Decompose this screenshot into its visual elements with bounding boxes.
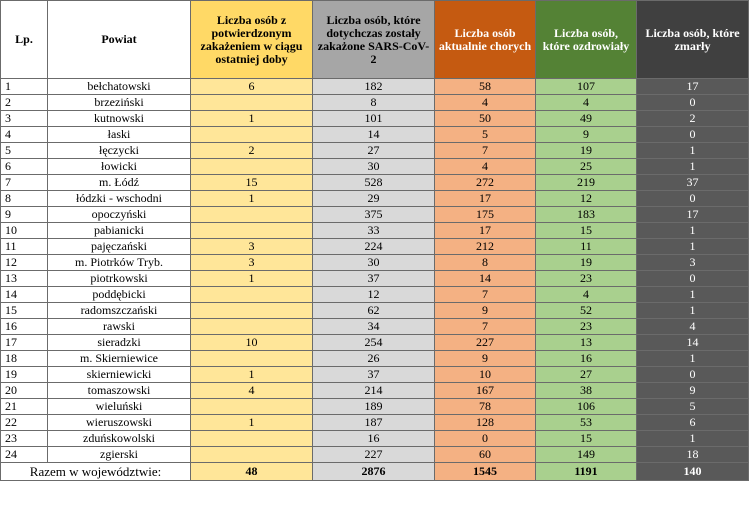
cell-active-cases: 5 [435,127,536,143]
cell-active-cases: 272 [435,175,536,191]
cell-powiat: pajęczański [48,239,191,255]
cell-daily-cases [191,287,313,303]
table-row [1,111,749,127]
cell-deaths: 1 [637,431,749,447]
cell-daily-cases [191,127,313,143]
cell-daily-cases [191,207,313,223]
cell-lp: 21 [1,399,48,415]
cell-deaths: 5 [637,399,749,415]
cell-deaths: 1 [637,239,749,255]
cell-total-cases: 528 [313,175,435,191]
table-row [1,319,749,335]
header-powiat: Powiat [48,1,191,79]
cell-deaths: 1 [637,303,749,319]
cell-lp: 9 [1,207,48,223]
cell-lp: 22 [1,415,48,431]
cell-lp: 5 [1,143,48,159]
cell-powiat: łęczycki [48,143,191,159]
header-lp: Lp. [1,1,48,79]
cell-powiat: radomszczański [48,303,191,319]
cell-active-cases: 167 [435,383,536,399]
cell-lp: 11 [1,239,48,255]
cell-recovered: 19 [536,255,637,271]
table-row [1,127,749,143]
cell-powiat: poddębicki [48,287,191,303]
cell-powiat: wieruszowski [48,415,191,431]
cell-total-cases: 375 [313,207,435,223]
cell-deaths: 1 [637,351,749,367]
cell-lp: 16 [1,319,48,335]
cell-recovered: 4 [536,287,637,303]
totals-recovered: 1191 [536,463,637,481]
cell-powiat: sieradzki [48,335,191,351]
cell-active-cases: 7 [435,287,536,303]
totals-total: 2876 [313,463,435,481]
cell-powiat: piotrkowski [48,271,191,287]
table-row [1,175,749,191]
cell-deaths: 2 [637,111,749,127]
cell-active-cases: 7 [435,143,536,159]
cell-deaths: 1 [637,287,749,303]
totals-label: Razem w województwie: [1,463,191,481]
cell-lp: 20 [1,383,48,399]
cell-recovered: 16 [536,351,637,367]
table-row [1,159,749,175]
cell-daily-cases [191,431,313,447]
header-deaths: Liczba osób, które zmarły [637,1,749,79]
table-row [1,207,749,223]
cell-powiat: zgierski [48,447,191,463]
cell-daily-cases: 10 [191,335,313,351]
table-row [1,239,749,255]
cell-lp: 7 [1,175,48,191]
cell-lp: 8 [1,191,48,207]
cell-total-cases: 30 [313,255,435,271]
cell-daily-cases [191,95,313,111]
cell-daily-cases: 3 [191,255,313,271]
cell-recovered: 23 [536,319,637,335]
table-row [1,367,749,383]
cell-active-cases: 212 [435,239,536,255]
table-row [1,191,749,207]
cell-lp: 4 [1,127,48,143]
cell-daily-cases [191,303,313,319]
cell-active-cases: 9 [435,351,536,367]
cell-powiat: zduńskowolski [48,431,191,447]
cell-powiat: opoczyński [48,207,191,223]
cell-powiat: tomaszowski [48,383,191,399]
cell-recovered: 4 [536,95,637,111]
cell-deaths: 4 [637,319,749,335]
cell-recovered: 107 [536,79,637,95]
cell-deaths: 17 [637,207,749,223]
cell-daily-cases: 1 [191,367,313,383]
cell-deaths: 14 [637,335,749,351]
cell-daily-cases: 1 [191,111,313,127]
table-row [1,271,749,287]
cell-total-cases: 33 [313,223,435,239]
cell-recovered: 11 [536,239,637,255]
cell-lp: 18 [1,351,48,367]
cell-deaths: 37 [637,175,749,191]
cell-recovered: 149 [536,447,637,463]
table-row [1,431,749,447]
cell-deaths: 0 [637,271,749,287]
cell-total-cases: 16 [313,431,435,447]
cell-active-cases: 60 [435,447,536,463]
cell-total-cases: 187 [313,415,435,431]
cell-active-cases: 128 [435,415,536,431]
cell-recovered: 53 [536,415,637,431]
table-row [1,383,749,399]
cell-lp: 6 [1,159,48,175]
cell-recovered: 9 [536,127,637,143]
cell-lp: 3 [1,111,48,127]
cell-recovered: 38 [536,383,637,399]
table-row [1,447,749,463]
cell-active-cases: 227 [435,335,536,351]
cell-recovered: 52 [536,303,637,319]
totals-daily: 48 [191,463,313,481]
cell-powiat: bełchatowski [48,79,191,95]
table-row [1,287,749,303]
cell-active-cases: 7 [435,319,536,335]
cell-powiat: skierniewicki [48,367,191,383]
cell-daily-cases: 3 [191,239,313,255]
cell-recovered: 15 [536,431,637,447]
cell-lp: 13 [1,271,48,287]
cell-active-cases: 4 [435,159,536,175]
cell-total-cases: 27 [313,143,435,159]
cell-powiat: rawski [48,319,191,335]
cell-total-cases: 227 [313,447,435,463]
cell-lp: 1 [1,79,48,95]
cell-total-cases: 26 [313,351,435,367]
cell-powiat: pabianicki [48,223,191,239]
cell-active-cases: 9 [435,303,536,319]
cell-powiat: brzeziński [48,95,191,111]
header-daily-cases: Liczba osób z potwierdzonym zakażeniem w ciągu ostatniej doby [191,1,313,79]
cell-total-cases: 182 [313,79,435,95]
cell-recovered: 219 [536,175,637,191]
table-row [1,95,749,111]
cell-total-cases: 224 [313,239,435,255]
cell-total-cases: 29 [313,191,435,207]
cell-powiat: m. Piotrków Tryb. [48,255,191,271]
cell-deaths: 1 [637,159,749,175]
cell-lp: 12 [1,255,48,271]
cell-powiat: wieluński [48,399,191,415]
cell-active-cases: 14 [435,271,536,287]
header-row [1,1,749,79]
cell-total-cases: 62 [313,303,435,319]
cell-lp: 17 [1,335,48,351]
cell-daily-cases [191,351,313,367]
cell-deaths: 17 [637,79,749,95]
cell-deaths: 6 [637,415,749,431]
cell-powiat: łódzki - wschodni [48,191,191,207]
cell-powiat: m. Skierniewice [48,351,191,367]
cell-deaths: 3 [637,255,749,271]
cell-deaths: 0 [637,127,749,143]
cell-deaths: 9 [637,383,749,399]
cell-total-cases: 34 [313,319,435,335]
cell-powiat: łaski [48,127,191,143]
table-row [1,335,749,351]
cell-recovered: 106 [536,399,637,415]
table-row [1,143,749,159]
cell-daily-cases: 2 [191,143,313,159]
cell-total-cases: 37 [313,367,435,383]
cell-powiat: kutnowski [48,111,191,127]
cell-active-cases: 175 [435,207,536,223]
cell-recovered: 49 [536,111,637,127]
cell-active-cases: 17 [435,191,536,207]
table-row [1,255,749,271]
cell-lp: 19 [1,367,48,383]
cell-total-cases: 14 [313,127,435,143]
totals-active: 1545 [435,463,536,481]
cell-deaths: 1 [637,223,749,239]
cell-daily-cases: 1 [191,191,313,207]
table-row [1,79,749,95]
cell-active-cases: 78 [435,399,536,415]
cell-deaths: 0 [637,367,749,383]
cell-active-cases: 50 [435,111,536,127]
cell-deaths: 0 [637,191,749,207]
cell-lp: 10 [1,223,48,239]
cell-powiat: łowicki [48,159,191,175]
cell-deaths: 1 [637,143,749,159]
cell-active-cases: 58 [435,79,536,95]
cell-daily-cases [191,399,313,415]
table-row [1,223,749,239]
table-row [1,303,749,319]
cell-recovered: 183 [536,207,637,223]
cell-lp: 2 [1,95,48,111]
cell-deaths: 18 [637,447,749,463]
cell-daily-cases: 4 [191,383,313,399]
cell-lp: 14 [1,287,48,303]
cell-daily-cases [191,319,313,335]
header-active-cases: Liczba osób aktualnie chorych [435,1,536,79]
cell-total-cases: 189 [313,399,435,415]
cell-active-cases: 4 [435,95,536,111]
cell-total-cases: 214 [313,383,435,399]
cell-total-cases: 8 [313,95,435,111]
totals-row [1,463,749,481]
cell-daily-cases: 15 [191,175,313,191]
cell-active-cases: 0 [435,431,536,447]
table-row [1,415,749,431]
cell-recovered: 23 [536,271,637,287]
cell-lp: 24 [1,447,48,463]
cell-daily-cases [191,223,313,239]
cell-active-cases: 10 [435,367,536,383]
cell-recovered: 15 [536,223,637,239]
cell-total-cases: 37 [313,271,435,287]
cell-recovered: 12 [536,191,637,207]
cell-daily-cases [191,159,313,175]
cell-recovered: 13 [536,335,637,351]
cell-recovered: 25 [536,159,637,175]
cell-active-cases: 17 [435,223,536,239]
table-row [1,351,749,367]
cell-recovered: 19 [536,143,637,159]
cell-daily-cases [191,447,313,463]
cell-recovered: 27 [536,367,637,383]
cell-lp: 15 [1,303,48,319]
cell-daily-cases: 1 [191,415,313,431]
cell-lp: 23 [1,431,48,447]
cell-total-cases: 101 [313,111,435,127]
cell-powiat: m. Łódź [48,175,191,191]
cell-total-cases: 254 [313,335,435,351]
table-body [1,79,749,463]
cell-active-cases: 8 [435,255,536,271]
cell-daily-cases: 1 [191,271,313,287]
totals-deaths: 140 [637,463,749,481]
cell-deaths: 0 [637,95,749,111]
header-recovered: Liczba osób, które ozdrowiały [536,1,637,79]
table-row [1,399,749,415]
cell-daily-cases: 6 [191,79,313,95]
cell-total-cases: 12 [313,287,435,303]
header-total-cases: Liczba osób, które dotychczas zostały zakażone SARS-CoV-2 [313,1,435,79]
cell-total-cases: 30 [313,159,435,175]
